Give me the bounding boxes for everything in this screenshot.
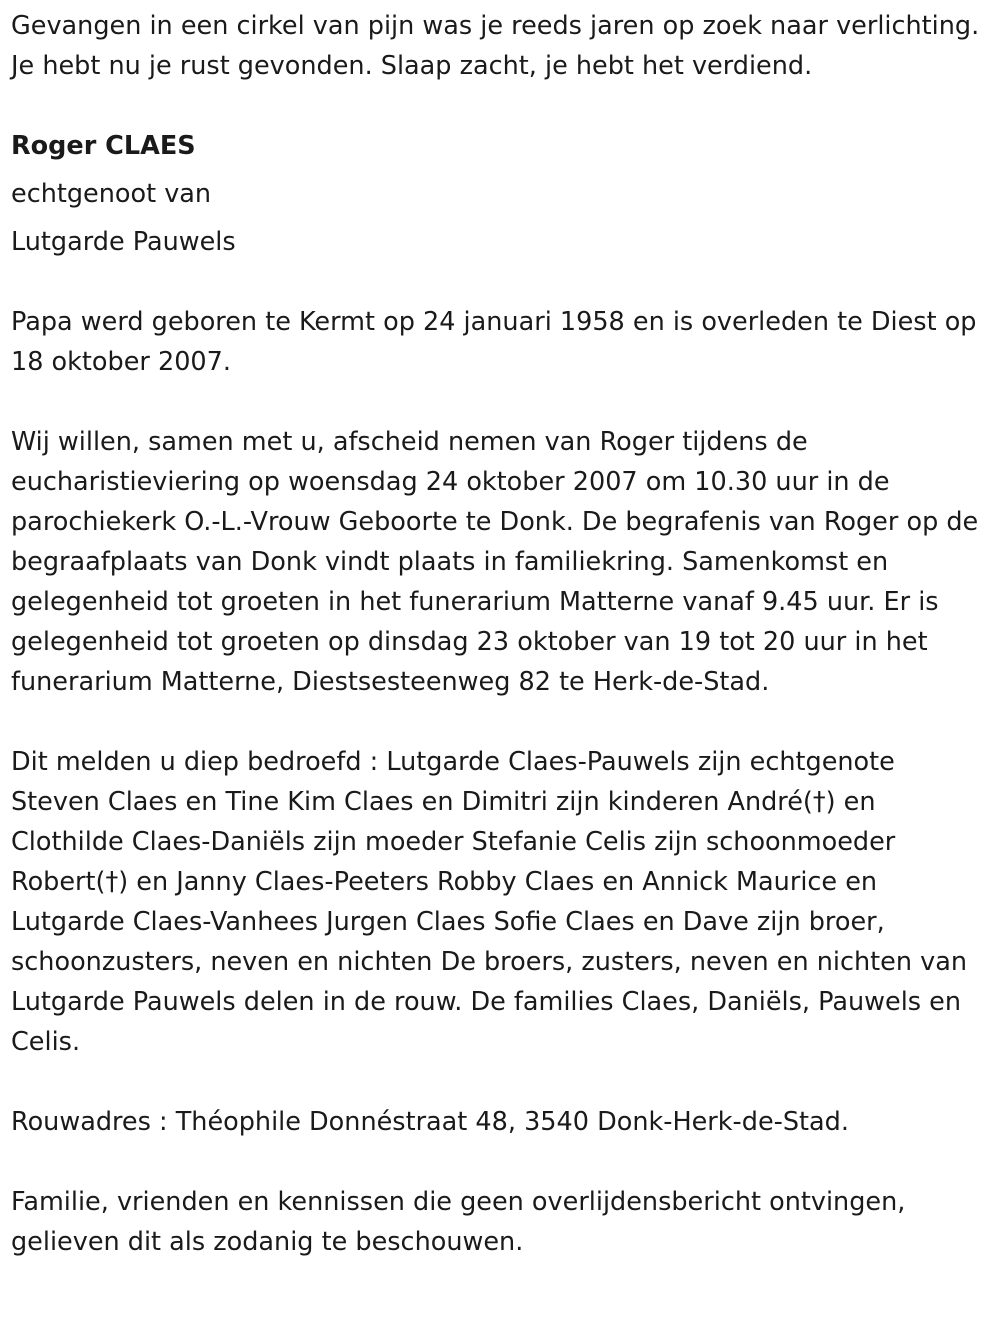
ceremony-paragraph: Wij willen, samen met u, afscheid nemen van Roger tijdens de eucharistieviering op woensdag 24 oktober 2007 om 10.30 uur in de parochiekerk O.-L.-Vrouw Geboorte te Donk. De begrafenis van Roger op de begraafplaats van Donk vindt plaats in familiekring. Samenkomst en gelegenheid tot groeten in het funerarium Matterne vanaf 9.45 uur. Er is gelegenheid tot groeten op dinsdag 23 oktober van 19 tot 20 uur in het funerarium Matterne, Diestsesteenweg 82 te Herk-de-Stad.	[11, 427, 987, 697]
family-paragraph: Dit melden u diep bedroefd : Lutgarde Claes-Pauwels zijn echtgenote Steven Claes en Tine Kim Claes en Dimitri zijn kinderen André(†) en Clothilde Claes-Daniëls zijn moeder Stefanie Celis zijn schoonmoeder Robert(†) en Janny Claes-Peeters Robby Claes en Annick Maurice en Lutgarde Claes-Vanhees Jurgen Claes Sofie Claes en Dave zijn broer, schoonzusters, neven en nichten De broers, zusters, neven en nichten van Lutgarde Pauwels delen in de rouw. De families Claes, Daniëls, Pauwels en Celis.	[11, 747, 976, 1057]
closing-paragraph: Familie, vrienden en kennissen die geen overlijdensbericht ontvingen, gelieven dit als zodanig te beschouwen.	[11, 1187, 914, 1257]
address-paragraph: Rouwadres : Théophile Donnéstraat 48, 3540 Donk-Herk-de-Stad.	[11, 1107, 849, 1137]
birth-death-paragraph: Papa werd geboren te Kermt op 24 januari 1958 en is overleden te Diest op 18 oktober 2007.	[11, 307, 985, 377]
deceased-block	[11, 126, 988, 262]
relation-label: echtgenoot van	[11, 179, 212, 209]
intro-paragraph: Gevangen in een cirkel van pijn was je reeds jaren op zoek naar verlichting. Je hebt nu je rust gevonden. Slaap zacht, je hebt het verdiend.	[11, 11, 988, 81]
deceased-name: Roger CLAES	[11, 131, 196, 161]
spouse-name: Lutgarde Pauwels	[11, 227, 236, 257]
